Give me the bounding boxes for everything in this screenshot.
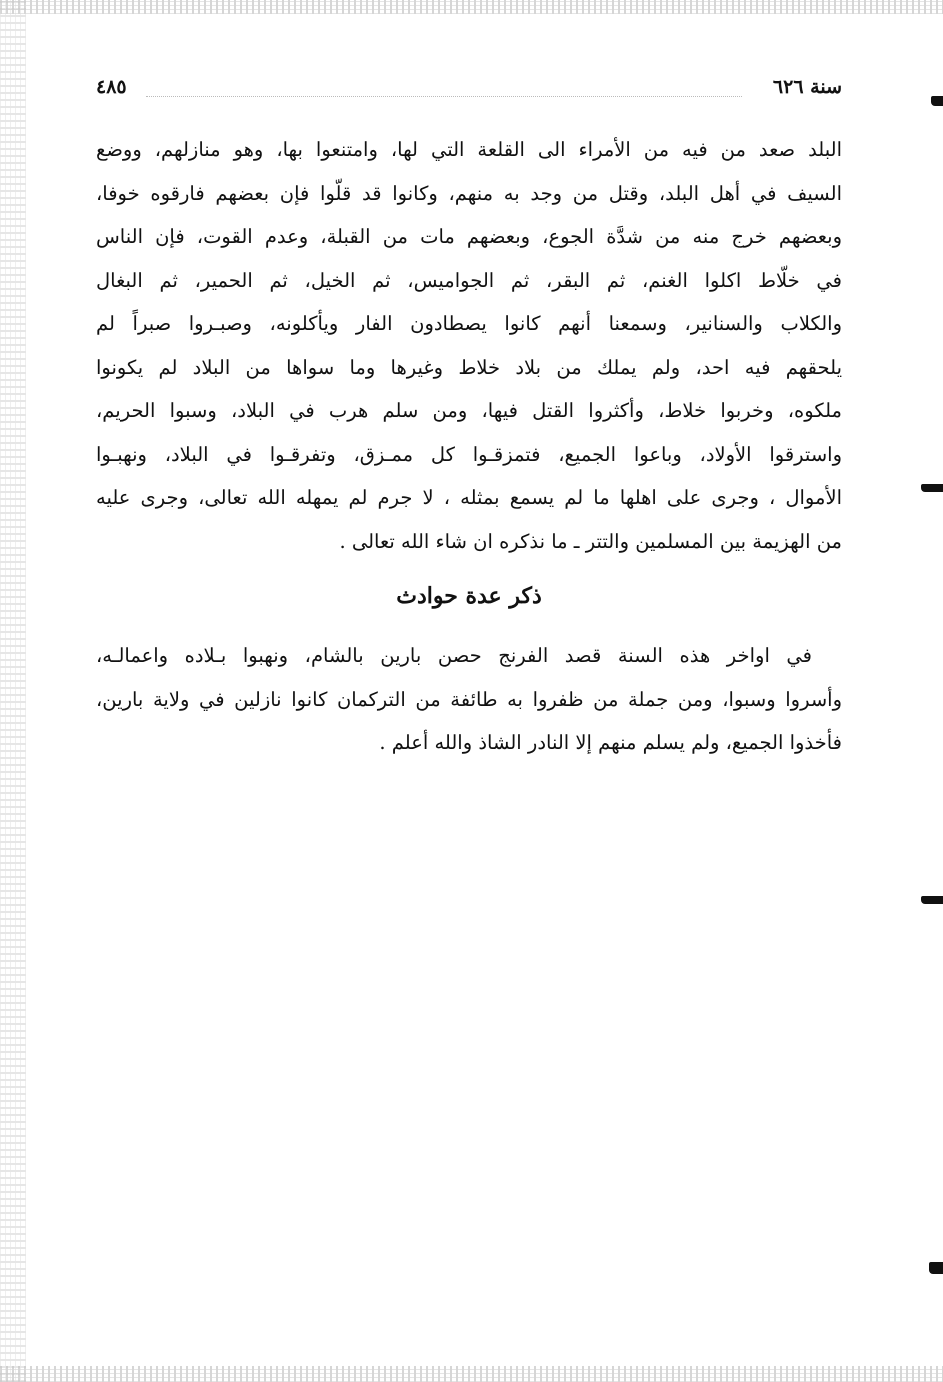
- scan-edge-left: [0, 0, 26, 1382]
- page-header: [96, 76, 842, 106]
- margin-mark: [929, 1262, 943, 1274]
- text-line: الأموال ، وجرى على اهلها ما لم يسمع بمثله ، لا جرم لم يمهله الله تعالى، وجرى عليه: [96, 486, 842, 509]
- scan-edge-bottom: [0, 1366, 943, 1382]
- text-line: فأخذوا الجميع، ولم يسلم منهم إلا النادر الشاذ والله أعلم .: [379, 731, 842, 754]
- paragraph-2: [96, 634, 842, 765]
- text-line: في خلّاط اكلوا الغنم، ثم البقر، ثم الجواميس، ثم الخيل، ثم الحمير، ثم البغال: [96, 268, 842, 292]
- text-line: يلحقهم فيه احد، ولم يملك من بلاد خلاط وغيرها وما سواها من البلاد لم يكونوا: [96, 355, 842, 379]
- text-line: وبعضهم خرج منه من شدَّة الجوع، وبعضهم مات من القبلة، وعدم القوت، فإن الناس: [96, 225, 842, 248]
- text-line: البلد صعد من فيه من الأمراء الى القلعة التي لها، وامتنعوا بها، وهو منازلهم، ووضع: [96, 138, 842, 161]
- text-line: والكلاب والسنانير، وسمعنا أنهم كانوا يصطادون الفار ويأكلونه، وصبـروا صبراً لم: [96, 312, 842, 335]
- text-line: من الهزيمة بين المسلمين والتتر ـ ما نذكره ان شاء الله تعالى .: [339, 529, 842, 553]
- margin-mark: [921, 484, 943, 492]
- text-line: واسترقوا الأولاد، وباعوا الجميع، فتمزقـوا كل ممـزق، وتفرقـوا في البلاد، ونهبـوا: [96, 442, 842, 466]
- section-heading: ذكر عدة حوادث: [396, 583, 542, 609]
- page-number: ٤٨٥: [96, 76, 127, 98]
- text-line: وأسروا وسبوا، ومن جملة من ظفروا به طائفة من التركمان كانوا نازلين في ولاية بارين،: [96, 687, 842, 711]
- text-line: ملكوه، وخربوا خلاط، وأكثروا القتل فيها، ومن سلم هرب في البلاد، وسبوا الحريم،: [96, 399, 842, 422]
- scan-edge-top: [0, 0, 943, 14]
- margin-mark: [931, 96, 943, 106]
- text-line: السيف في أهل البلد، وقتل من وجد به منهم، وكانوا قد قلّوا فإن بعضهم فارقوه خوفا،: [96, 181, 842, 205]
- margin-mark: [921, 896, 943, 904]
- running-head: سنة ٦٢٦: [772, 76, 842, 98]
- text-line: في اواخر هذه السنة قصد الفرنج حصن بارين بالشام، ونهبوا بـلاده واعمالـه،: [96, 644, 812, 667]
- header-rule: [146, 96, 742, 97]
- paragraph-1: [96, 128, 842, 563]
